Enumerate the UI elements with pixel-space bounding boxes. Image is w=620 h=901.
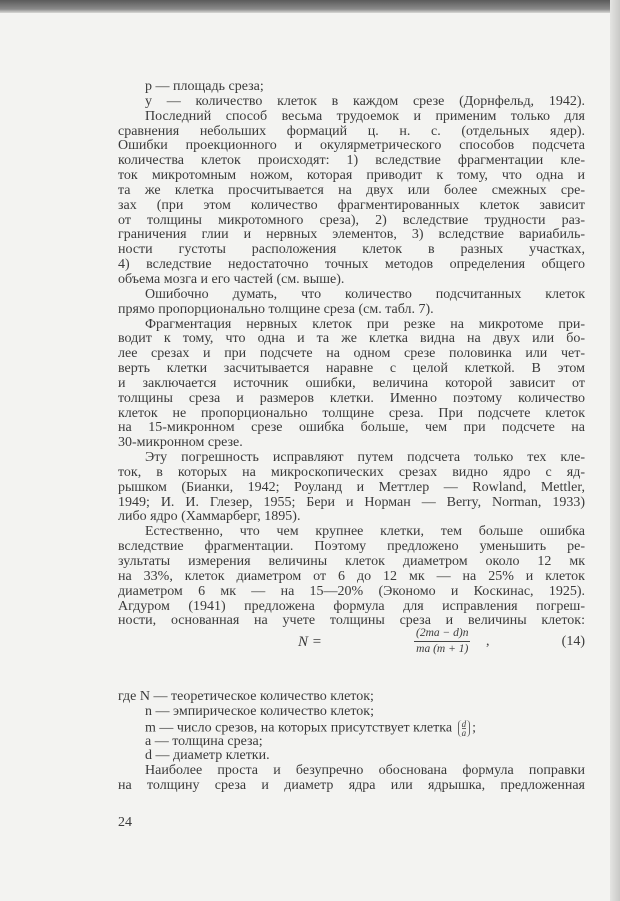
- ratio-suffix: ;: [472, 720, 476, 736]
- formula-numerator: (2ma − d)n: [414, 626, 470, 642]
- definition-intro: где N — теоретическое количество клеток;: [118, 689, 374, 704]
- scan-top-edge: [0, 0, 620, 13]
- text-line: Наиболее проста и безупречно обоснована формула поправки: [145, 763, 585, 779]
- text-line: либо ядро (Хаммарберг, 1895).: [118, 509, 301, 525]
- text-line: ности, основанная на учете толщины среза и величины клеток:: [118, 613, 585, 629]
- closing-paragraph: [118, 764, 585, 794]
- text-line: Ошибочно думать, что количество подсчитанных клеток: [145, 286, 585, 302]
- page-number: 24: [118, 815, 132, 830]
- text-line: Ошибки проекционного и окулярметрического способов подсчета: [118, 138, 585, 154]
- ratio-denominator: a: [461, 727, 467, 738]
- formula-lhs: N =: [298, 634, 322, 650]
- text-line: от толщины микротомного среза), 2) вследствие трудности раз-: [118, 212, 585, 228]
- text-line: 1949; И. И. Глезер, 1955; Бери и Норман — Berry, Norman, 1933): [118, 494, 585, 510]
- definition-item: a — толщина среза;: [145, 733, 263, 749]
- text-line: ности густоты расположения клеток в разных участках,: [118, 242, 585, 258]
- body-text: [118, 80, 585, 629]
- equation-number: (14): [561, 634, 585, 649]
- text-line: и заключается источник ошибки, величина которой зависит от: [118, 375, 585, 391]
- ratio-fraction: [458, 720, 471, 737]
- text-line: диаметром 6 мк — на 15—20% (Экономо и Коскинас, 1925).: [118, 583, 585, 599]
- text-line: та же клетка просчитывается на двух или более смежных сре-: [118, 182, 585, 198]
- text-line: верть клетки засчитывается наравне с целой клеткой. В этом: [118, 361, 585, 377]
- formula-14: [118, 626, 585, 662]
- text-line: y — количество клеток в каждом срезе (Дорнфельд, 1942).: [145, 93, 585, 109]
- variable-definitions: [118, 690, 585, 794]
- text-line: на 15-микронном срезе ошибка больше, чем при подсчете на: [118, 420, 585, 436]
- text-line: прямо пропорционально толщине среза (см. табл. 7).: [118, 301, 434, 317]
- text-line: водит к тому, что одна и та же клетка видна на двух или бо-: [118, 331, 585, 347]
- text-line: зах (при этом количество фрагментированных клеток зависит: [118, 197, 585, 213]
- definition-item: d — диаметр клетки.: [145, 748, 270, 764]
- text-line: граничения глии и нервных элементов, 3) вследствие вариабиль-: [118, 227, 585, 243]
- text-line: 30-микронном срезе.: [118, 435, 243, 451]
- text-line: p — площадь среза;: [145, 79, 264, 94]
- scan-right-edge: [610, 0, 620, 901]
- formula-fraction: [414, 626, 470, 657]
- text-line: Последний способ весьма трудоемок и применим только для: [145, 108, 585, 124]
- text-line: объема мозга и его частей (см. выше).: [118, 271, 345, 287]
- definition-text: m — число срезов, на которых присутствует клетка: [145, 720, 453, 736]
- text-line: ток микротомным ножом, которая приводит к тому, что одна и: [118, 168, 585, 184]
- text-line: Естественно, что чем крупнее клетки, тем больше ошибка: [145, 524, 585, 540]
- text-line: клеток не пропорционально толщине среза. При подсчете клеток: [118, 405, 585, 421]
- text-line: рышком (Бианки, 1942; Роуланд и Меттлер — Rowland, Mettler,: [118, 479, 585, 495]
- text-line: Агдуром (1941) предложена формула для исправления погреш-: [118, 598, 585, 614]
- definition-item: n — эмпирическое количество клеток;: [145, 703, 374, 719]
- text-line: сравнения небольших формаций ц. н. с. (отдельных ядер).: [118, 123, 585, 139]
- text-line: 4) вследствие недостаточно точных методов определения общего: [118, 257, 585, 273]
- ratio-numerator: d: [461, 718, 467, 729]
- text-line: зультаты измерения величины клеток диаметром около 12 мк: [118, 554, 585, 569]
- text-line: количества клеток происходят: 1) вследствие фрагментации кле-: [118, 153, 585, 169]
- text-line: Эту погрешность исправляют путем подсчета только тех кле-: [145, 450, 585, 466]
- text-line: вследствие фрагментации. Поэтому предложено уменьшить ре-: [118, 539, 585, 555]
- formula-comma: ,: [486, 634, 490, 649]
- text-line: толщины среза и размеров клетки. Именно поэтому количество: [118, 390, 585, 406]
- text-line: ток, в которых на микроскопических срезах видно ядро с яд-: [118, 464, 585, 480]
- text-line: лее срезах и при подсчете на одном срезе половинка или чет-: [118, 346, 585, 362]
- text-line: Фрагментация нервных клеток при резке на микротоме при-: [145, 316, 585, 332]
- text-line: на толщину среза и диаметр ядра или ядрышка, предложенная: [118, 778, 585, 794]
- text-line: на 33%, клеток диаметром от 6 до 12 мк — на 25% и клеток: [118, 568, 585, 584]
- definition-item: [118, 718, 585, 738]
- formula-denominator: ma (m + 1): [416, 643, 469, 655]
